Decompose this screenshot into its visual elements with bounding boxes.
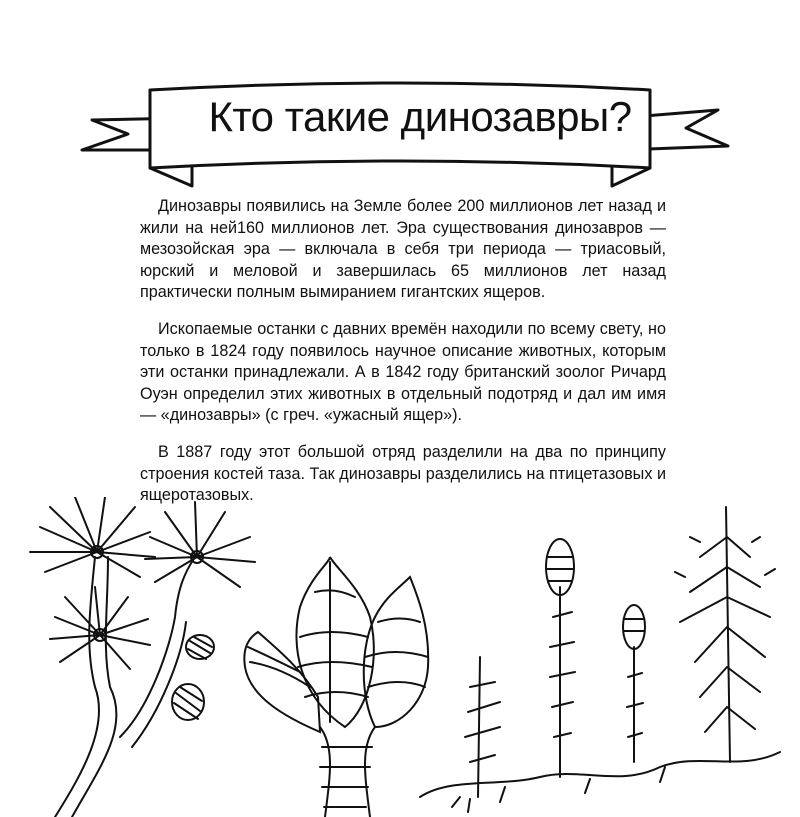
palm-crown-icon — [50, 587, 150, 669]
article-body — [140, 196, 666, 522]
paragraph: Ископаемые останки с давних времён находили по всему свету, но только в 1824 году появилось научное описание животных, которым эти останки принадлежали. А в 1842 году британский зоолог Ричард Оуэн определил этих животных в отдельный подотряд и дал им имя — «динозавры» (с греч. «ужасный ящер»). — [140, 319, 666, 425]
paragraph: В 1887 году этот большой отряд разделили на два по принципу строения костей таза. Так динозавры разделились на птицетазовых и ящеротазовых. — [140, 442, 666, 505]
page-title: Кто такие динозавры? — [208, 93, 632, 140]
prehistoric-plants-illustration — [0, 497, 800, 817]
cone-icon — [296, 557, 373, 727]
strobilus-icon — [623, 605, 645, 649]
palm-crown-icon — [145, 502, 255, 587]
paragraph: Динозавры появились на Земле более 200 миллионов лет назад и жили на ней160 миллионов лет. Эра существования динозавров — мезозойская эра — включала в себя три периода — триасовый, юрский и меловой и завершилась 65 миллионов лет назад практически полным вымиранием гигантских ящеров. — [140, 197, 666, 302]
palm-crown-icon — [30, 497, 155, 577]
cone-icon — [244, 632, 320, 732]
